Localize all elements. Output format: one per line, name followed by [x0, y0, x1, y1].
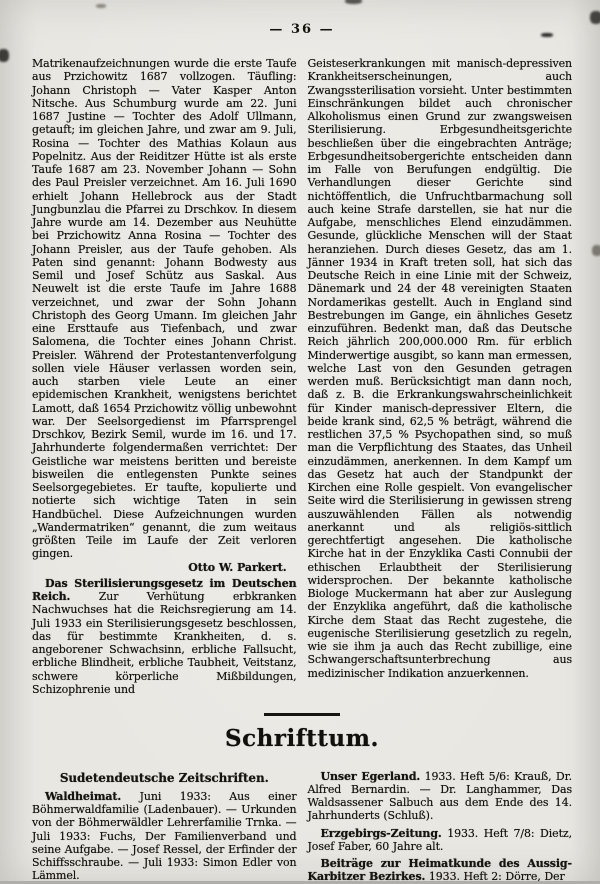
- article-paragraph: Geisteserkrankungen mit manisch-depressiven Krankheitserscheinungen, auch Zwangssterilisation vorsieht. Unter bestimmten Einschränkungen bildet auch chronischer Alkoholismus einen Grund zur zwangsweisen Sterilisierung. Erbgesundheitsgerichte beschließen über die eingebrachten Anträge; Erbgesundheitsobergerichte entscheiden dann im Falle von Berufungen endgültig. Die Verhandlungen dieser Gerichte sind nichtöffentlich, die Unfruchtbarmachung soll auch keine Strafe darstellen, sie hat nur die Aufgabe, menschliches Elend einzudämmen. Gesunde, glückliche Menschen will der Staat heranziehen. Durch dieses Gesetz, das am 1. Jänner 1934 in Kraft treten soll, hat sich das Deutsche Reich in eine Linie mit der Schweiz, Dänemark und 24 der 48 vereinigten Staaten Nordamerikas gestellt. Auch in England sind Bestrebungen im Gange, ein ähnliches Gesetz einzuführen. Bedenkt man, daß das Deutsche Reich jährlich 200,000.000 Rm. für erblich Minderwertige ausgibt, so kann man ermessen, welche Last von den Gesunden getragen werden muß. Berücksichtigt man dann noch, daß z. B. die Erkrankungswahrscheinlichkeit für Kinder manisch-depressiver Eltern, die beide krank sind, 62,5 % beträgt, während die restlichen 37,5 % Psychopathen sind, so muß man die Verpflichtung des Staates, das Unheil einzudämmen, anerkennen. In dem Kampf um das Gesetz hat auch der Standpunkt der Kirchen eine Rolle gespielt. Von evangelischer Seite wird die Sterilisierung in gewissen streng auszuwählenden Fällen als notwendig anerkannt und als religiös-sittlich gerechtfertigt angesehen. Die katholische Kirche hat in der Enzyklika Casti Connubii der ethischen Erlaubtheit der Sterilisierung widersprochen. Der bekannte katholische Biologe Muckermann hat aber zur Auslegung der Enzyklika angeführt, daß die katholische Kirche dem Staat das Recht zugestehe, die eugenische Sterilisierung gesetzlich zu regeln, wie sie ihm ja auch das Recht zubillige, eine Schwangerschaftsunterbrechung aus medizinischer Indikation anzuerkennen.: [307, 57, 572, 680]
- article-left-column: [32, 57, 297, 696]
- schrifttum-columns: [32, 770, 572, 884]
- paragraph-text: Zur Verhütung erbkranken Nachwuchses hat die Reichsregierung am 14. Juli 1933 ein Sterilisierungsgesetz beschlossen, das für bestimmte Krankheiten, d. s. angeborener Schwachsinn, erbliche Fallsucht, erbliche Blindheit, erbliche Taubheit, Veitstanz, schwere körperliche Mißbildungen, Schizophrenie und: [32, 590, 297, 696]
- scan-artifact: [592, 245, 600, 256]
- page-number: — 36 —: [269, 22, 335, 37]
- scan-artifact: [590, 11, 600, 24]
- journal-entry-text: 1933. Heft 7/8: Dietz, Josef Faber, 60 Jahre alt.: [307, 826, 572, 853]
- scan-artifact: [541, 33, 553, 37]
- author-signature: Otto W. Parkert.: [188, 560, 287, 574]
- scan-artifact: [96, 4, 106, 8]
- journal-entry: [308, 770, 573, 823]
- paragraph-lead: Das Sterilisierungsgesetz im Deutschen Reich.: [32, 576, 297, 603]
- journal-entry: [308, 827, 573, 854]
- article-right-column: [308, 57, 573, 696]
- scan-artifact: [345, 0, 362, 4]
- journal-title: Beiträge zur Heimatkunde des Aussig-Karbitzer Bezirkes.: [307, 857, 572, 884]
- journal-entry-text: Juni 1933: Aus einer Böhmerwaldfamilie (Ladenbauer). — Urkunden von der Böhmerwäldler Lehrerfamilie Trnka. — Juli 1933: Fuchs, Der Familienverband und seine Aufgabe. — Josef Ressel, der Erfinder der Schiffsschraube. — Juli 1933: Simon Edler von Lämmel.: [32, 789, 297, 883]
- journal-entry: [308, 857, 573, 884]
- journal-title: Waldheimat.: [45, 789, 122, 803]
- section-divider-rule: [264, 713, 340, 716]
- journal-entry-text: 1933. Heft 5/6: Krauß, Dr. Alfred Bernardin. — Dr. Langhammer, Das Waldsassener Salbuch aus dem Ende des 14. Jahrhunderts (Schluß).: [307, 769, 572, 823]
- section-title: Schrifttum.: [225, 724, 379, 752]
- journal-title: Erzgebirgs-Zeitung.: [320, 826, 442, 840]
- article-columns: [32, 57, 572, 696]
- journal-title: Unser Egerland.: [320, 769, 421, 783]
- schrifttum-left-column: [32, 770, 297, 884]
- journal-entry-text: 1933. Heft 2: Dörre, Der: [428, 870, 565, 884]
- article-paragraph: Matrikenaufzeichnungen wurde die erste Taufe aus Przichowitz 1687 vollzogen. Täufling: Johann Christoph — Vater Kasper Anton Nitsche. Aus Schumburg wurde am 22. Juni 1687 Justine — Tochter des Adolf Ullmann, getauft; im gleichen Jahre, und zwar am 9. Juli, Rosina — Tochter des Mathias Kolaun aus Popelnitz. Aus der Reiditzer Hütte ist als erste Taufe 1687 am 23. November Johann — Sohn des Paul Preisler verzeichnet. Am 16. Juli 1690 erhielt Johann Hellebrock aus der Stadt Jungbunzlau die Pfarrei zu Drschkov. In diesem Jahre wurde am 14. Dezember aus Neuhütte bei Przichowitz Anna Rosina — Tochter des Johann Preisler, aus der Taufe gehoben. Als Paten sind genannt: Johann Bodwesty aus Semil und Josef Schütz aus Saskal. Aus Neuwelt ist die erste Taufe im Jahre 1688 verzeichnet, und zwar der Sohn Johann Christoph des Georg Umann. Im gleichen Jahr eine Ersttaufe aus Tiefenbach, und zwar Salomena, die Tochter eines Johann Christ. Preisler. Während der Protestantenverfolgung sollen viele Häuser verlassen worden sein, auch starben viele Leute an einer epidemischen Krankheit, wenigstens berichtet Lamott, daß 1654 Przichowitz völlig unbewohnt war. Der Seelsorgedienst im Pfarrsprengel Drschkov, Bezirk Semil, wurde im 16. und 17. Jahrhunderte folgendermaßen verrichtet: Der Geistliche war meistens beritten und bereiste bisweilen die entlegensten Punkte seines Seelsorgegebietes. Er taufte, kopulierte und notierte sich wichtige Taten in sein Handbüchel. Diese Aufzeichnungen wurden „Wandermatriken“ genannt, die zum weitaus größten Teile im Laufe der Zeit verloren gingen.: [32, 57, 297, 561]
- schrifttum-right-column: [308, 770, 573, 884]
- article-paragraph: [32, 577, 297, 696]
- subsection-header: Sudetendeutsche Zeitschriften.: [59, 770, 269, 785]
- scan-artifact: [0, 49, 9, 62]
- journal-entry: [32, 790, 297, 883]
